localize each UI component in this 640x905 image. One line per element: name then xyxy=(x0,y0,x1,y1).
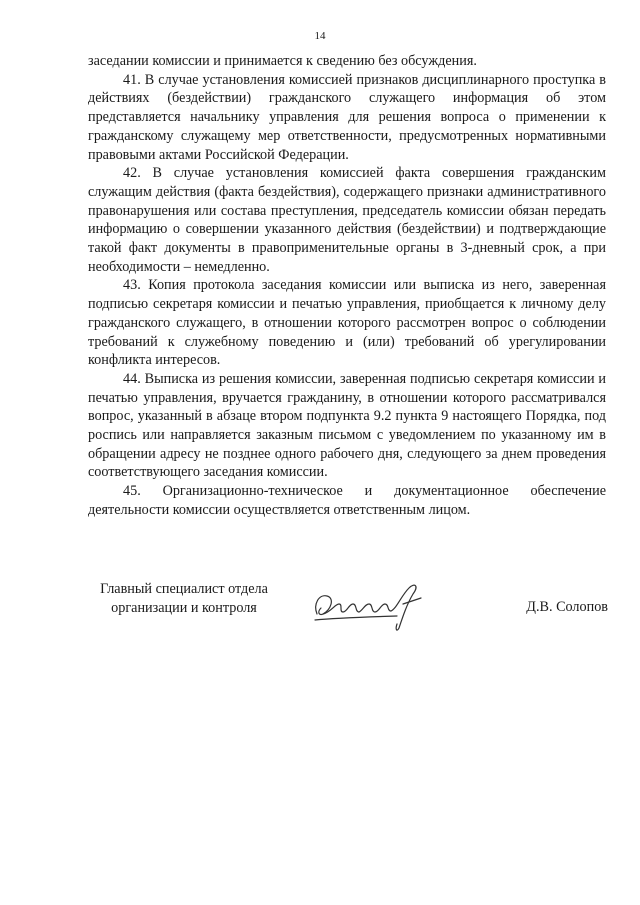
signer-name: Д.В. Солопов xyxy=(526,599,608,615)
signer-position-line2: организации и контроля xyxy=(111,599,257,616)
handwritten-signature-icon xyxy=(305,574,435,636)
paragraph-44: 44. Выписка из решения комиссии, заверенная подписью секретаря комиссии и печатью управления, вручается гражданину, в отношении которого рассматривался вопрос, указанный в абзаце втором подпункта 9.2 пункта 9 настоящего Порядка, под роспись или направляется заказным письмом с уведомлением по указанному им в обращении адресу не позднее одного рабочего дня, следующего за днем проведения соответствующего заседания комиссии. xyxy=(88,370,606,481)
signer-position xyxy=(84,580,284,617)
paragraph-continuation: заседании комиссии и принимается к сведению без обсуждения. xyxy=(88,53,477,69)
paragraph-43: 43. Копия протокола заседания комиссии или выписка из него, заверенная подписью секретаря комиссии и печатью управления, приобщается к личному делу гражданского служащего, в отношении которого рассмотрен вопрос о соблюдении требований к служебному поведению и (или) требований об урегулировании конфликта интересов. xyxy=(88,277,606,369)
signature-block xyxy=(0,574,640,644)
paragraph-41: 41. В случае установления комиссией признаков дисциплинарного проступка в действиях (бездействии) гражданского служащего информация об этом представляется начальнику управления для решения вопроса о применении к гражданскому служащему мер ответственности, предусмотренных нормативными правовыми актами Российской Федерации. xyxy=(88,71,606,163)
paragraph-45: 45. Организационно-техническое и документационное обеспечение деятельности комиссии осуществляется ответственным лицом. xyxy=(88,483,606,518)
page-number: 14 xyxy=(314,30,326,42)
document-body xyxy=(88,52,606,520)
signer-position-line1: Главный специалист отдела xyxy=(100,581,268,597)
paragraph-42: 42. В случае установления комиссией факта совершения гражданским служащим действия (факта бездействия), содержащего признаки административного правонарушения или состава преступления, председатель комиссии обязан передать информацию о совершении указанного действия (бездействии) и подтверждающие такой факт документы в правоприменительные органы в 3-дневный срок, а при необходимости – немедленно. xyxy=(88,165,606,275)
